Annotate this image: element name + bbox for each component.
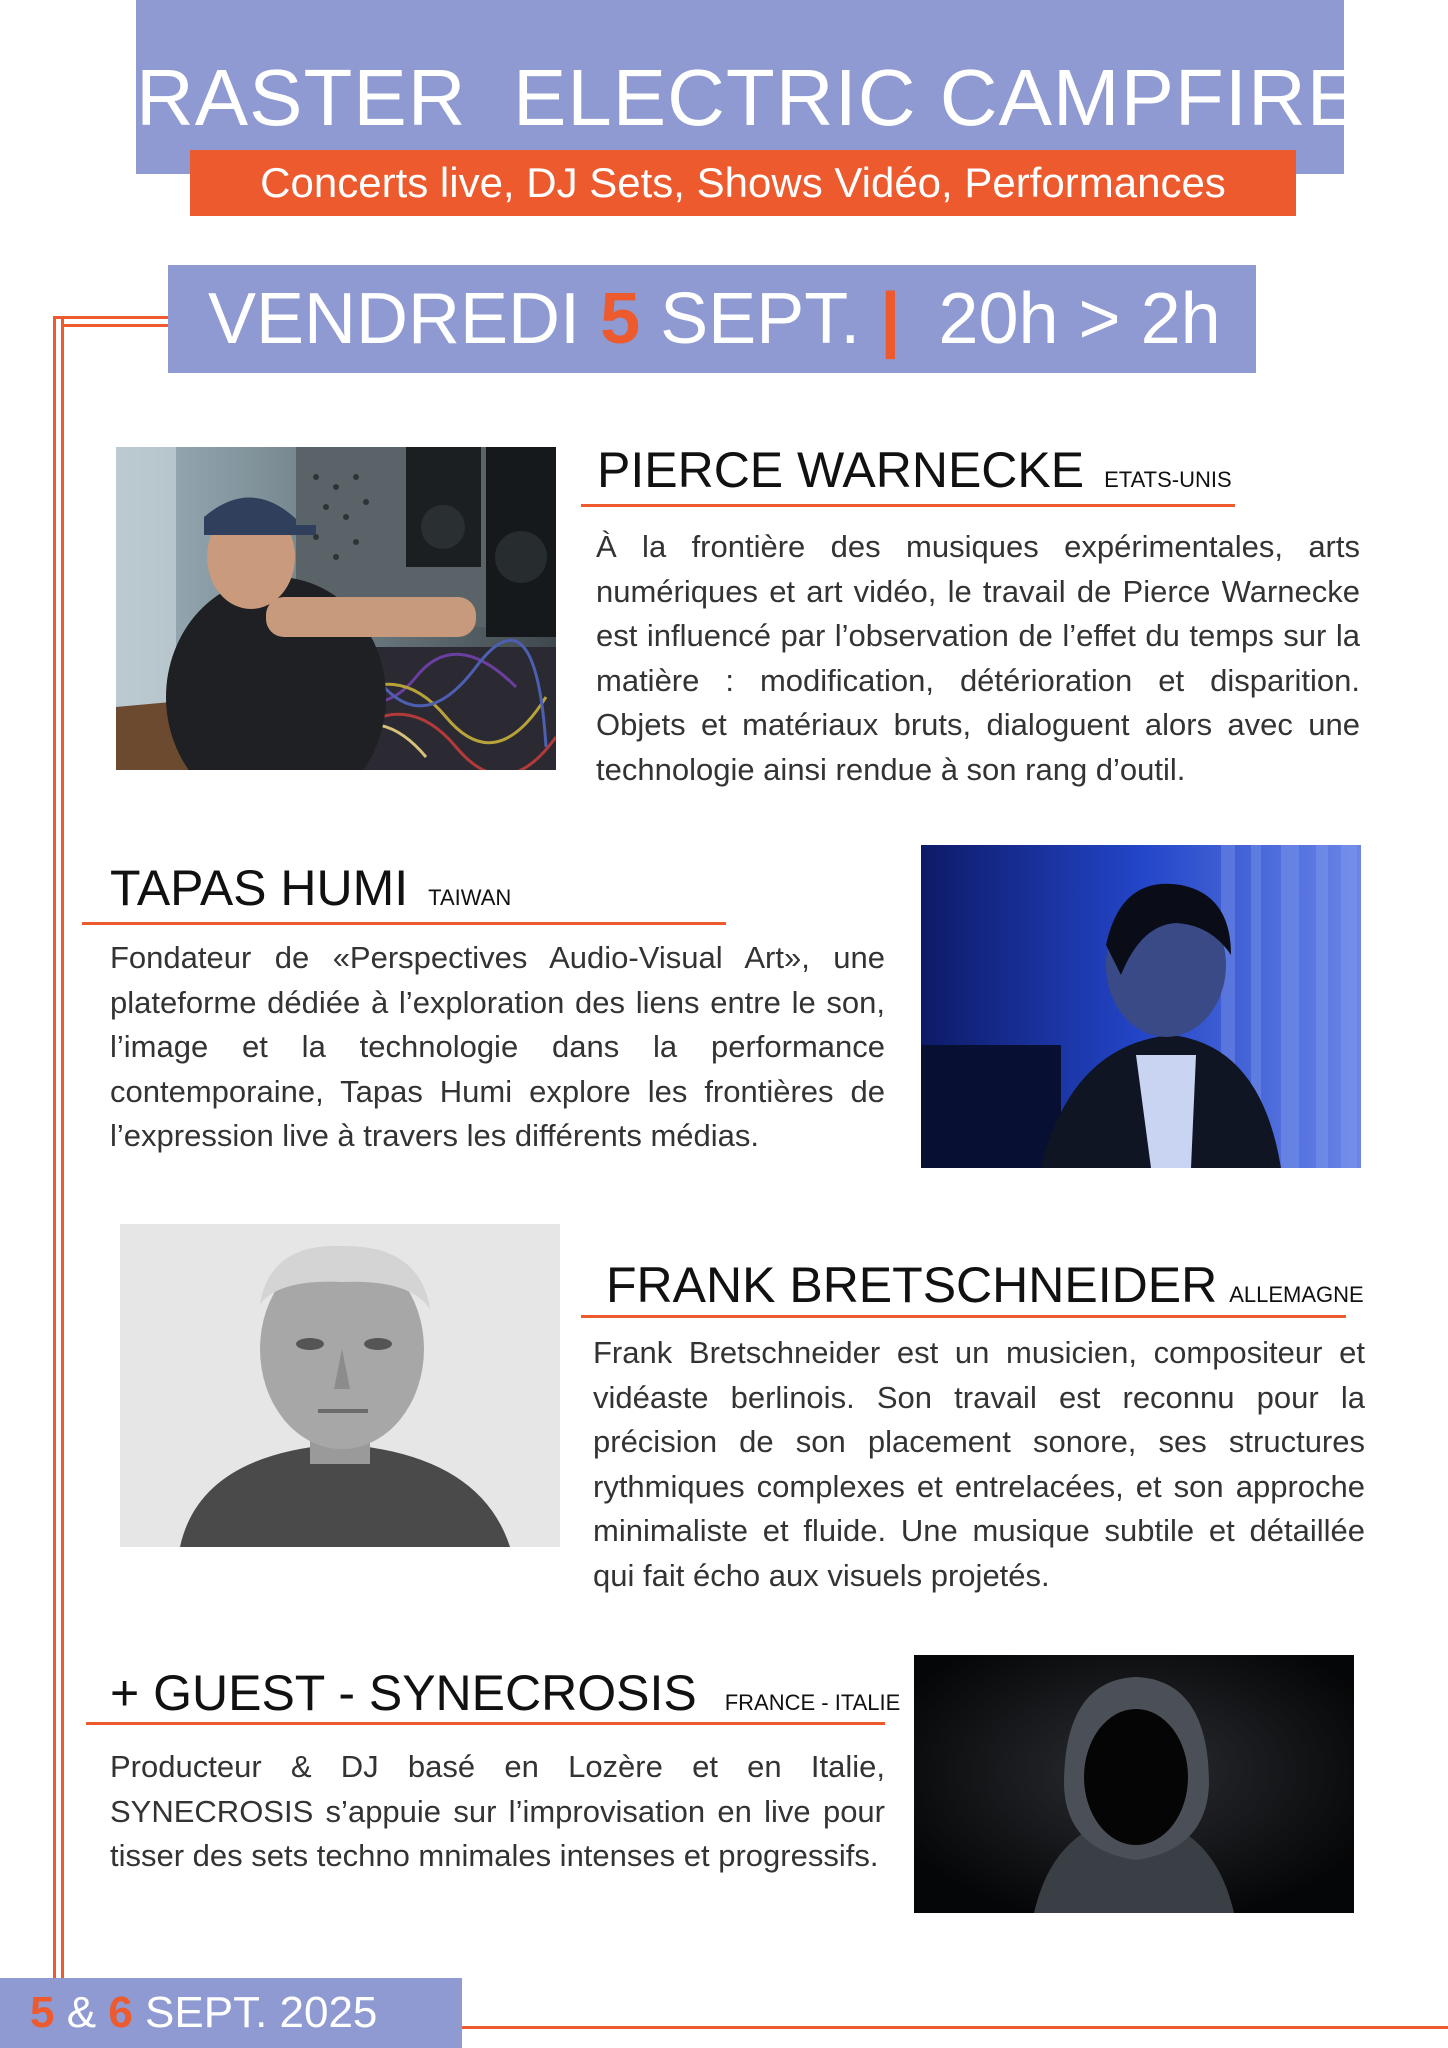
artist-country: FRANCE - ITALIE: [724, 1690, 901, 1715]
frame-line-top-inner: [61, 324, 169, 327]
artist-photo-synecrosis: [914, 1655, 1354, 1913]
frame-line-left-inner: [61, 318, 64, 1978]
artist-rule: [581, 1315, 1346, 1318]
artist-country: TAIWAN: [428, 885, 512, 910]
frame-line-top-outer: [53, 316, 169, 319]
date-month: SEPT.: [660, 279, 861, 359]
artist-rule: [86, 1722, 885, 1725]
date-number: 5: [600, 279, 641, 359]
footer-day2: 6: [108, 1988, 133, 2037]
artist-country: ALLEMAGNE: [1229, 1282, 1364, 1307]
artist-name-pierce-warnecke: PIERCE WARNECKE ETATS-UNIS: [597, 442, 1232, 498]
artist-bio-pierce-warnecke: À la frontière des musiques expérimentales, arts numériques et art vidéo, le travail de Pierce Warnecke est influencé par l’observation de l’effet du temps sur la matière : modification, détérioration et disparition. Objets et matériaux bruts, dialoguent alors avec une technologie ainsi rendue à son rang d’outil.: [596, 529, 1360, 787]
artist-rule: [82, 922, 726, 925]
artist-name-frank-bretschneider: FRANK BRETSCHNEIDER ALLEMAGNE: [606, 1257, 1364, 1313]
artist-country: ETATS-UNIS: [1104, 467, 1232, 492]
artist-bio-synecrosis: Producteur & DJ basé en Lozère et en Italie, SYNECROSIS s’appuie sur l’improvisation en live pour tisser des sets techno mnimales intenses et progressifs.: [110, 1749, 885, 1873]
date-hours: 20h > 2h: [938, 279, 1221, 359]
footer-date-banner: [0, 1978, 462, 2048]
date-banner: [168, 265, 1256, 373]
frame-line-bottom: [462, 2026, 1448, 2029]
footer-day1: 5: [30, 1988, 55, 2037]
artist-name-tapas-humi: TAPAS HUMI TAIWAN: [110, 860, 512, 916]
artist-photo-pierce-warnecke: [116, 447, 556, 770]
artist-bio-tapas-humi: Fondateur de «Perspectives Audio-Visual Art», une plateforme dédiée à l’exploration des liens entre le son, l’image et la technologie dans la performance contemporaine, Tapas Humi explore les frontières de l’expression live à travers les différents médias.: [110, 940, 885, 1153]
event-subtitle: Concerts live, DJ Sets, Shows Vidéo, Performances: [190, 150, 1296, 216]
date-day: VENDREDI: [208, 279, 581, 359]
date-separator: |: [880, 279, 901, 359]
artist-rule: [581, 504, 1235, 507]
footer-month-year: SEPT. 2025: [145, 1988, 378, 2037]
artist-photo-frank-bretschneider: [120, 1224, 560, 1547]
artist-photo-tapas-humi: [921, 845, 1361, 1168]
artist-bio-frank-bretschneider: Frank Bretschneider est un musicien, compositeur et vidéaste berlinois. Son travail est reconnu pour la précision de son placement sonore, ses structures rythmiques complexes et entrelacées, et son approche minimaliste et fluide. Une musique subtile et détaillée qui fait écho aux visuels projetés.: [593, 1335, 1365, 1593]
artist-name-synecrosis: + GUEST - SYNECROSIS FRANCE - ITALIE: [110, 1665, 901, 1721]
footer-amp: &: [66, 1988, 97, 2037]
event-title: RASTER ELECTRIC CAMPFIRE: [136, 53, 1362, 142]
frame-line-left-outer: [53, 318, 56, 1978]
